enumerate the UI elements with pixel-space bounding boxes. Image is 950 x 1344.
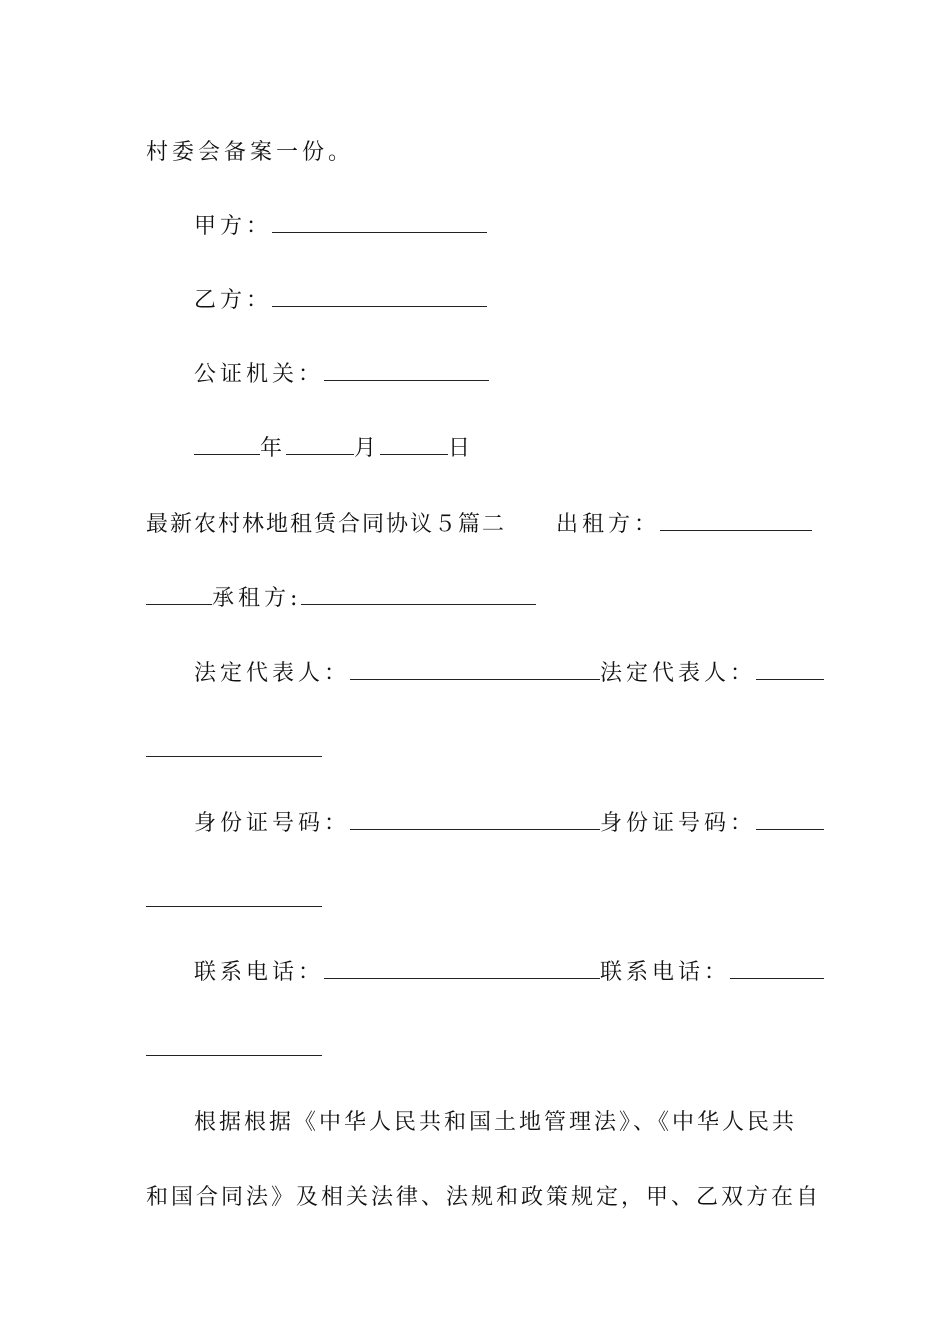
lessee-blank[interactable]	[301, 584, 536, 605]
party-a-label: 甲方：	[194, 214, 273, 239]
filing-text: 村委会备案一份。	[146, 140, 355, 165]
legal-rep-blank-1[interactable]	[350, 659, 600, 680]
party-b-row	[194, 286, 487, 316]
id-label-1: 身份证号码：	[194, 811, 351, 836]
date-row	[194, 434, 474, 464]
body-line-2	[146, 1183, 821, 1213]
day-label: 日	[448, 436, 475, 461]
notary-row	[194, 360, 489, 390]
lessee-row	[146, 584, 536, 614]
legal-rep-row	[194, 659, 824, 689]
lessor-label: 出租方：	[556, 512, 661, 537]
month-label: 月	[354, 436, 381, 461]
id-label-2: 身份证号码：	[600, 811, 757, 836]
year-label: 年	[260, 436, 287, 461]
lessor-blank[interactable]	[660, 510, 812, 531]
phone-blank-1[interactable]	[324, 958, 600, 979]
legal-rep-label-2: 法定代表人：	[600, 661, 757, 686]
party-b-label: 乙方：	[194, 288, 273, 313]
id-blank-2-continued[interactable]	[146, 906, 322, 907]
body-line-1	[194, 1108, 797, 1138]
notary-blank[interactable]	[324, 360, 489, 381]
text-line-filing	[146, 138, 354, 168]
party-b-blank[interactable]	[272, 286, 487, 307]
phone-blank-2-continued[interactable]	[146, 1055, 322, 1056]
id-blank-2[interactable]	[756, 809, 824, 830]
body-text-2: 和国合同法》及相关法律、法规和政策规定，甲、乙双方在自	[146, 1185, 822, 1210]
legal-rep-blank-2-continued[interactable]	[146, 756, 322, 757]
phone-label-2: 联系电话：	[600, 960, 731, 985]
legal-rep-blank-2[interactable]	[756, 659, 824, 680]
id-blank-1[interactable]	[350, 809, 600, 830]
legal-rep-label-1: 法定代表人：	[194, 661, 351, 686]
party-a-blank[interactable]	[272, 212, 487, 233]
lessee-label: 承租方:	[212, 586, 302, 611]
id-number-row	[194, 809, 824, 839]
lessor-blank-continued[interactable]	[146, 584, 212, 605]
phone-blank-2[interactable]	[730, 958, 824, 979]
day-blank[interactable]	[380, 434, 448, 455]
party-a-row	[194, 212, 487, 242]
lessor-row	[556, 510, 812, 540]
year-blank[interactable]	[194, 434, 260, 455]
phone-row	[194, 958, 824, 988]
section-title-row	[146, 510, 506, 540]
notary-label: 公证机关：	[194, 362, 325, 387]
phone-label-1: 联系电话：	[194, 960, 325, 985]
month-blank[interactable]	[286, 434, 354, 455]
section-title: 最新农村林地租赁合同协议５篇二	[146, 512, 507, 537]
body-text-1: 根据根据《中华人民共和国土地管理法》、《中华人民共	[194, 1110, 798, 1135]
